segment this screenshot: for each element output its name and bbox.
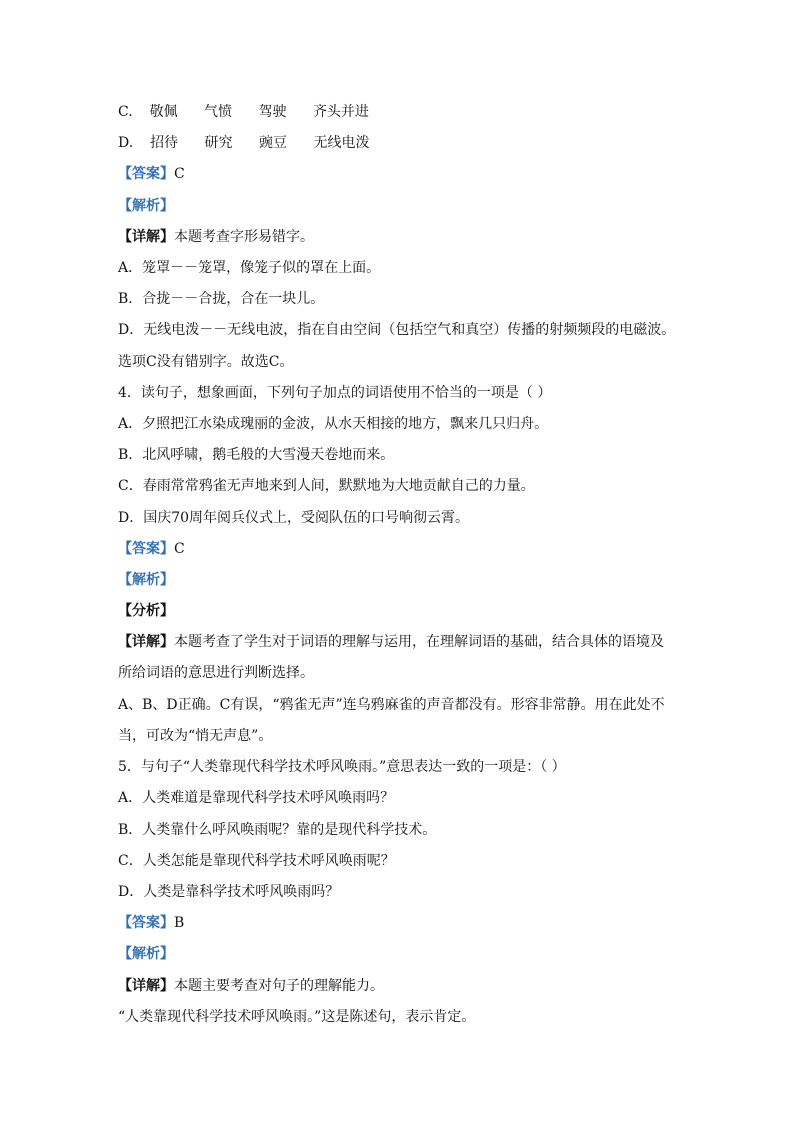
option-letter: C.	[118, 104, 133, 120]
q5-analysis-heading	[118, 944, 174, 964]
option-word: 敬佩	[149, 104, 178, 120]
q3-conclusion: 选项C没有错别字。故选C。	[118, 354, 294, 370]
option-word: 无线电泼	[313, 135, 370, 151]
q3-explain-a: A．笼罩－－笼罩，像笼子似的罩在上面。	[118, 260, 381, 276]
answer-value: C	[174, 166, 185, 182]
answer-value: B	[174, 915, 185, 931]
detail-text: 本题考查了学生对于词语的理解与运用，在理解词语的基础，结合具体的语境及	[174, 634, 664, 650]
answer-value: C	[174, 541, 185, 557]
option-word: 驾驶	[258, 104, 287, 120]
q5-detail	[118, 976, 384, 996]
detail-tag: 【详解】	[118, 229, 174, 245]
q4-explain-line2: 当，可改为“悄无声息”。	[118, 728, 273, 744]
option-word: 豌豆	[259, 135, 287, 151]
q4-fenxi-heading	[118, 601, 174, 621]
q4-option-d: D．国庆70周年阅兵仪式上，受阅队伍的口号响彻云霄。	[118, 510, 470, 526]
q4-option-a: A．夕照把江水染成瑰丽的金波，从水天相接的地方，飘来几只归舟。	[118, 416, 549, 432]
q4-explain-line1: A、B、D正确。C有误，“鸦雀无声”连乌鸦麻雀的声音都没有。形容非常静。用在此处不	[118, 697, 665, 713]
q3-explain-d: D．无线电泼－－无线电波，指在自由空间（包括空气和真空）传播的射频频段的电磁波。	[118, 322, 676, 338]
q4-stem: 4．读句子，想象画面，下列句子加点的词语使用不恰当的一项是（ ）	[118, 385, 552, 401]
q5-answer	[118, 913, 184, 933]
answer-tag: 【答案】	[118, 166, 174, 182]
option-letter: D.	[118, 135, 134, 151]
option-word: 研究	[204, 135, 233, 151]
q4-detail-line1	[118, 632, 664, 652]
detail-tag: 【详解】	[118, 634, 174, 650]
q4-answer	[118, 539, 185, 559]
q3-detail	[118, 227, 314, 247]
answer-tag: 【答案】	[118, 541, 174, 557]
q3-explain-b: B．合拢－－合拢，合在一块儿。	[118, 291, 325, 307]
option-word: 招待	[150, 135, 179, 151]
analysis-tag: 【解析】	[118, 946, 174, 962]
detail-text: 本题考查字形易错字。	[174, 229, 314, 245]
q4-analysis-heading	[118, 570, 174, 590]
q3-option-c	[118, 102, 391, 122]
detail-tag: 【详解】	[118, 978, 174, 994]
q4-detail-line2: 所给词语的意思进行判断选择。	[118, 665, 314, 681]
fenxi-tag: 【分析】	[118, 603, 174, 619]
answer-tag: 【答案】	[118, 915, 174, 931]
q3-option-d	[118, 133, 391, 153]
q3-answer	[118, 164, 185, 184]
q4-option-c: C．春雨常常鸦雀无声地来到人间，默默地为大地贡献自己的力量。	[118, 478, 535, 494]
option-word: 齐头并进	[312, 104, 369, 120]
q5-option-a: A．人类难道是靠现代科学技术呼风唤雨吗？	[118, 790, 395, 806]
q3-analysis-heading	[118, 196, 174, 216]
q4-option-b: B．北风呼啸，鹅毛般的大雪漫天卷地而来。	[118, 447, 395, 463]
q5-option-b: B．人类靠什么呼风唤雨呢？靠的是现代科学技术。	[118, 822, 437, 838]
analysis-tag: 【解析】	[118, 198, 174, 214]
analysis-tag: 【解析】	[118, 572, 174, 588]
q5-last-line: “人类靠现代科学技术呼风唤雨。”这是陈述句，表示肯定。	[118, 1009, 476, 1025]
q5-stem: 5．与句子“人类靠现代科学技术呼风唤雨。”意思表达一致的一项是：（ ）	[118, 759, 566, 775]
detail-text: 本题主要考查对句子的理解能力。	[174, 978, 384, 994]
option-word: 气愤	[204, 104, 233, 120]
q5-option-c: C．人类怎能是靠现代科学技术呼风唤雨呢？	[118, 853, 395, 869]
q5-option-d: D．人类是靠科学技术呼风唤雨吗？	[118, 884, 340, 900]
